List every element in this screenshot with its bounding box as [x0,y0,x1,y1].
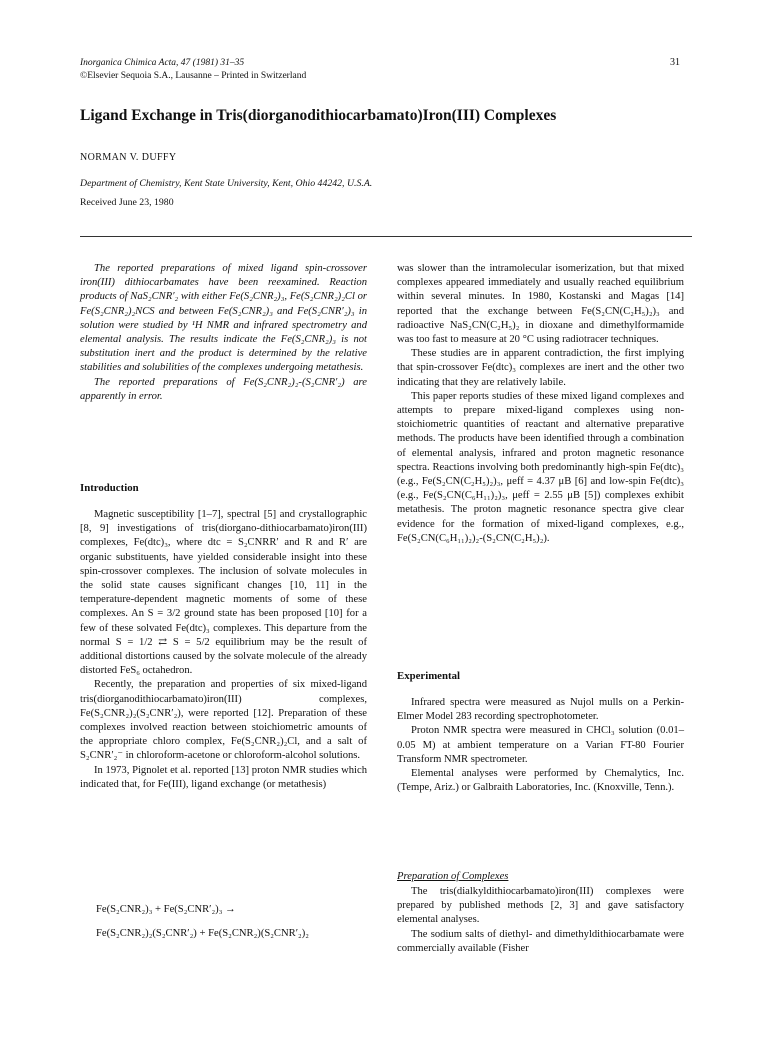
received-date: Received June 23, 1980 [80,197,174,208]
equation-line: Fe(S₂CNR₂)₂(S₂CNR′₂) + Fe(S₂CNR₂)(S₂CNR′₂)₂ [96,928,309,939]
publisher-line: ©Elsevier Sequoia S.A., Lausanne – Printed in Switzerland [80,71,307,81]
equation-line: Fe(S₂CNR₂)₃ + Fe(S₂CNR′₂)₃ → [96,904,236,915]
body-paragraph: Recently, the preparation and properties of six mixed-ligand tris(diorganodithiocarbamato)iron(III) complexes, Fe(S₂CNR₂)₂(S₂CNR′₂), were reported [12]. Preparation of these complexes involved reaction between stoichiometric amounts of the appropriate chloro complex, Fe(S₂CNR₂)₂Cl, and a salt of S₂CNR′₂⁻ in chloroform-acetone or chloroform-alcohol solutions. [80,679,367,762]
body-paragraph: In 1973, Pignolet et al. reported [13] proton NMR studies which indicated that, for Fe(III), ligand exchange (or metathesis) [80,764,367,790]
subsection-heading-preparation: Preparation of Complexes [397,871,509,882]
body-paragraph: The sodium salts of diethyl- and dimethyldithiocarbamate were commercially available (Fisher [397,928,684,954]
author-name: NORMAN V. DUFFY [80,152,177,163]
body-paragraph: was slower than the intramolecular isomerization, but that mixed complexes appeared immediately and usually reached equilibrium within several minutes. In 1980, Kostanski and Magas [14] reported that the exchange between Fe(S₂CN(C₂H₅)₂)₃ and radioactive NaS₂CN(C₂H₅)₂ in dioxane and dimethylformamide was too fast to measure at 20 °C using radiotracer techniques. [397,263,684,346]
running-header [80,57,306,83]
section-heading-experimental: Experimental [397,670,460,682]
article-title: Ligand Exchange in Tris(diorganodithiocarbamato)Iron(III) Complexes [80,107,557,124]
abstract-paragraph: The reported preparations of mixed ligand spin-crossover iron(III) dithiocarbamates have been reexamined. Reaction products of NaS₂CNR′₂ with either Fe(S₂CNR₂)₃, Fe(S₂CNR₂)₂Cl or Fe(S₂CNR₂)₂NCS and between Fe(S₂CNR₂)₃ and Fe(S₂CNR′₂)₃ in solution were studied by ¹H NMR and infrared spectrometry and elemental analysis. The results indicate the Fe(S₂CNR₂)₃ is not substitution inert and the product is determined by the relative stabilities and solubilities of the complexes undergoing metathesis. [80,263,367,374]
author-affiliation: Department of Chemistry, Kent State University, Kent, Ohio 44242, U.S.A. [80,178,373,189]
preparation-body [397,885,684,956]
body-paragraph: Elemental analyses were performed by Chemalytics, Inc. (Tempe, Ariz.) or Galbraith Laboratories, Inc. (Knoxville, Tenn.). [397,768,684,794]
journal-citation: Inorganica Chimica Acta, 47 (1981) 31–35 [80,58,245,68]
body-paragraph: The tris(dialkyldithiocarbamato)iron(III) complexes were prepared by published methods [2, 3] and gave satisfactory elemental analyses. [397,886,684,926]
header-divider [80,236,692,237]
body-paragraph: These studies are in apparent contradiction, the first implying that spin-crossover Fe(dtc)₃ complexes are inert and the other two indicating that they are relatively labile. [397,348,684,388]
page-number: 31 [670,57,680,68]
body-paragraph: Magnetic susceptibility [1–7], spectral [5] and crystallographic [8, 9] investigations of tris(diorgano-dithiocarbamato)iron(III) complexes, Fe(dtc)₃, where dtc = S₂CNRR′ and R and R′ are organic substituents, have yielded considerable insight into these spin-crossover complexes. The inclusion of solvate molecules in the solid state causes significant changes [10, 11] in the temperature-dependent magnetic moments of some of these complexes. An S = 3/2 ground state has been proposed [10] for a few of these solvated Fe(dtc)₃ complexes. This departure from the normal S = 1/2 ⇄ S = 5/2 equilibrium may be the result of additional distortions caused by the solvate molecule of the already distorted FeS₆ octahedron. [80,509,367,677]
right-column-body [397,262,684,546]
abstract [80,262,367,404]
body-paragraph: This paper reports studies of these mixed ligand complexes and attempts to prepare mixed-ligand complexes using non-stoichiometric quantities of reactant and alternative preparative methods. The products have been identified through a combination of elemental analysis, infrared and proton magnetic resonance spectra. Reactions involving both predominantly high-spin Fe(dtc)₃ (e.g., Fe(S₂CN(C₂H₅)₂)₃, μeff = 4.37 μB [6] and low-spin Fe(dtc)₃ (e.g., Fe(S₂CN(C₆H₁₁)₂)₃, μeff = 2.55 μB [5]) complexes exhibit metathesis. The proton magnetic resonance spectra give clear evidence for the formation of mixed-ligand complexes, e.g., Fe(S₂CN(C₆H₁₁)₂)₂-(S₂CN(C₂H₅)₂). [397,390,684,544]
abstract-paragraph: The reported preparations of Fe(S₂CNR₂)₂-(S₂CNR′₂) are apparently in error. [80,376,367,402]
body-paragraph: Infrared spectra were measured as Nujol mulls on a Perkin-Elmer Model 283 recording spectrophotometer. [397,697,684,723]
section-heading-introduction: Introduction [80,482,139,494]
experimental-body [397,696,684,795]
introduction-body [80,508,367,792]
body-paragraph: Proton NMR spectra were measured in CHCl₃ solution (0.01–0.05 M) at ambient temperature on a Varian FT-80 Fourier Transform NMR spectrometer. [397,725,684,765]
